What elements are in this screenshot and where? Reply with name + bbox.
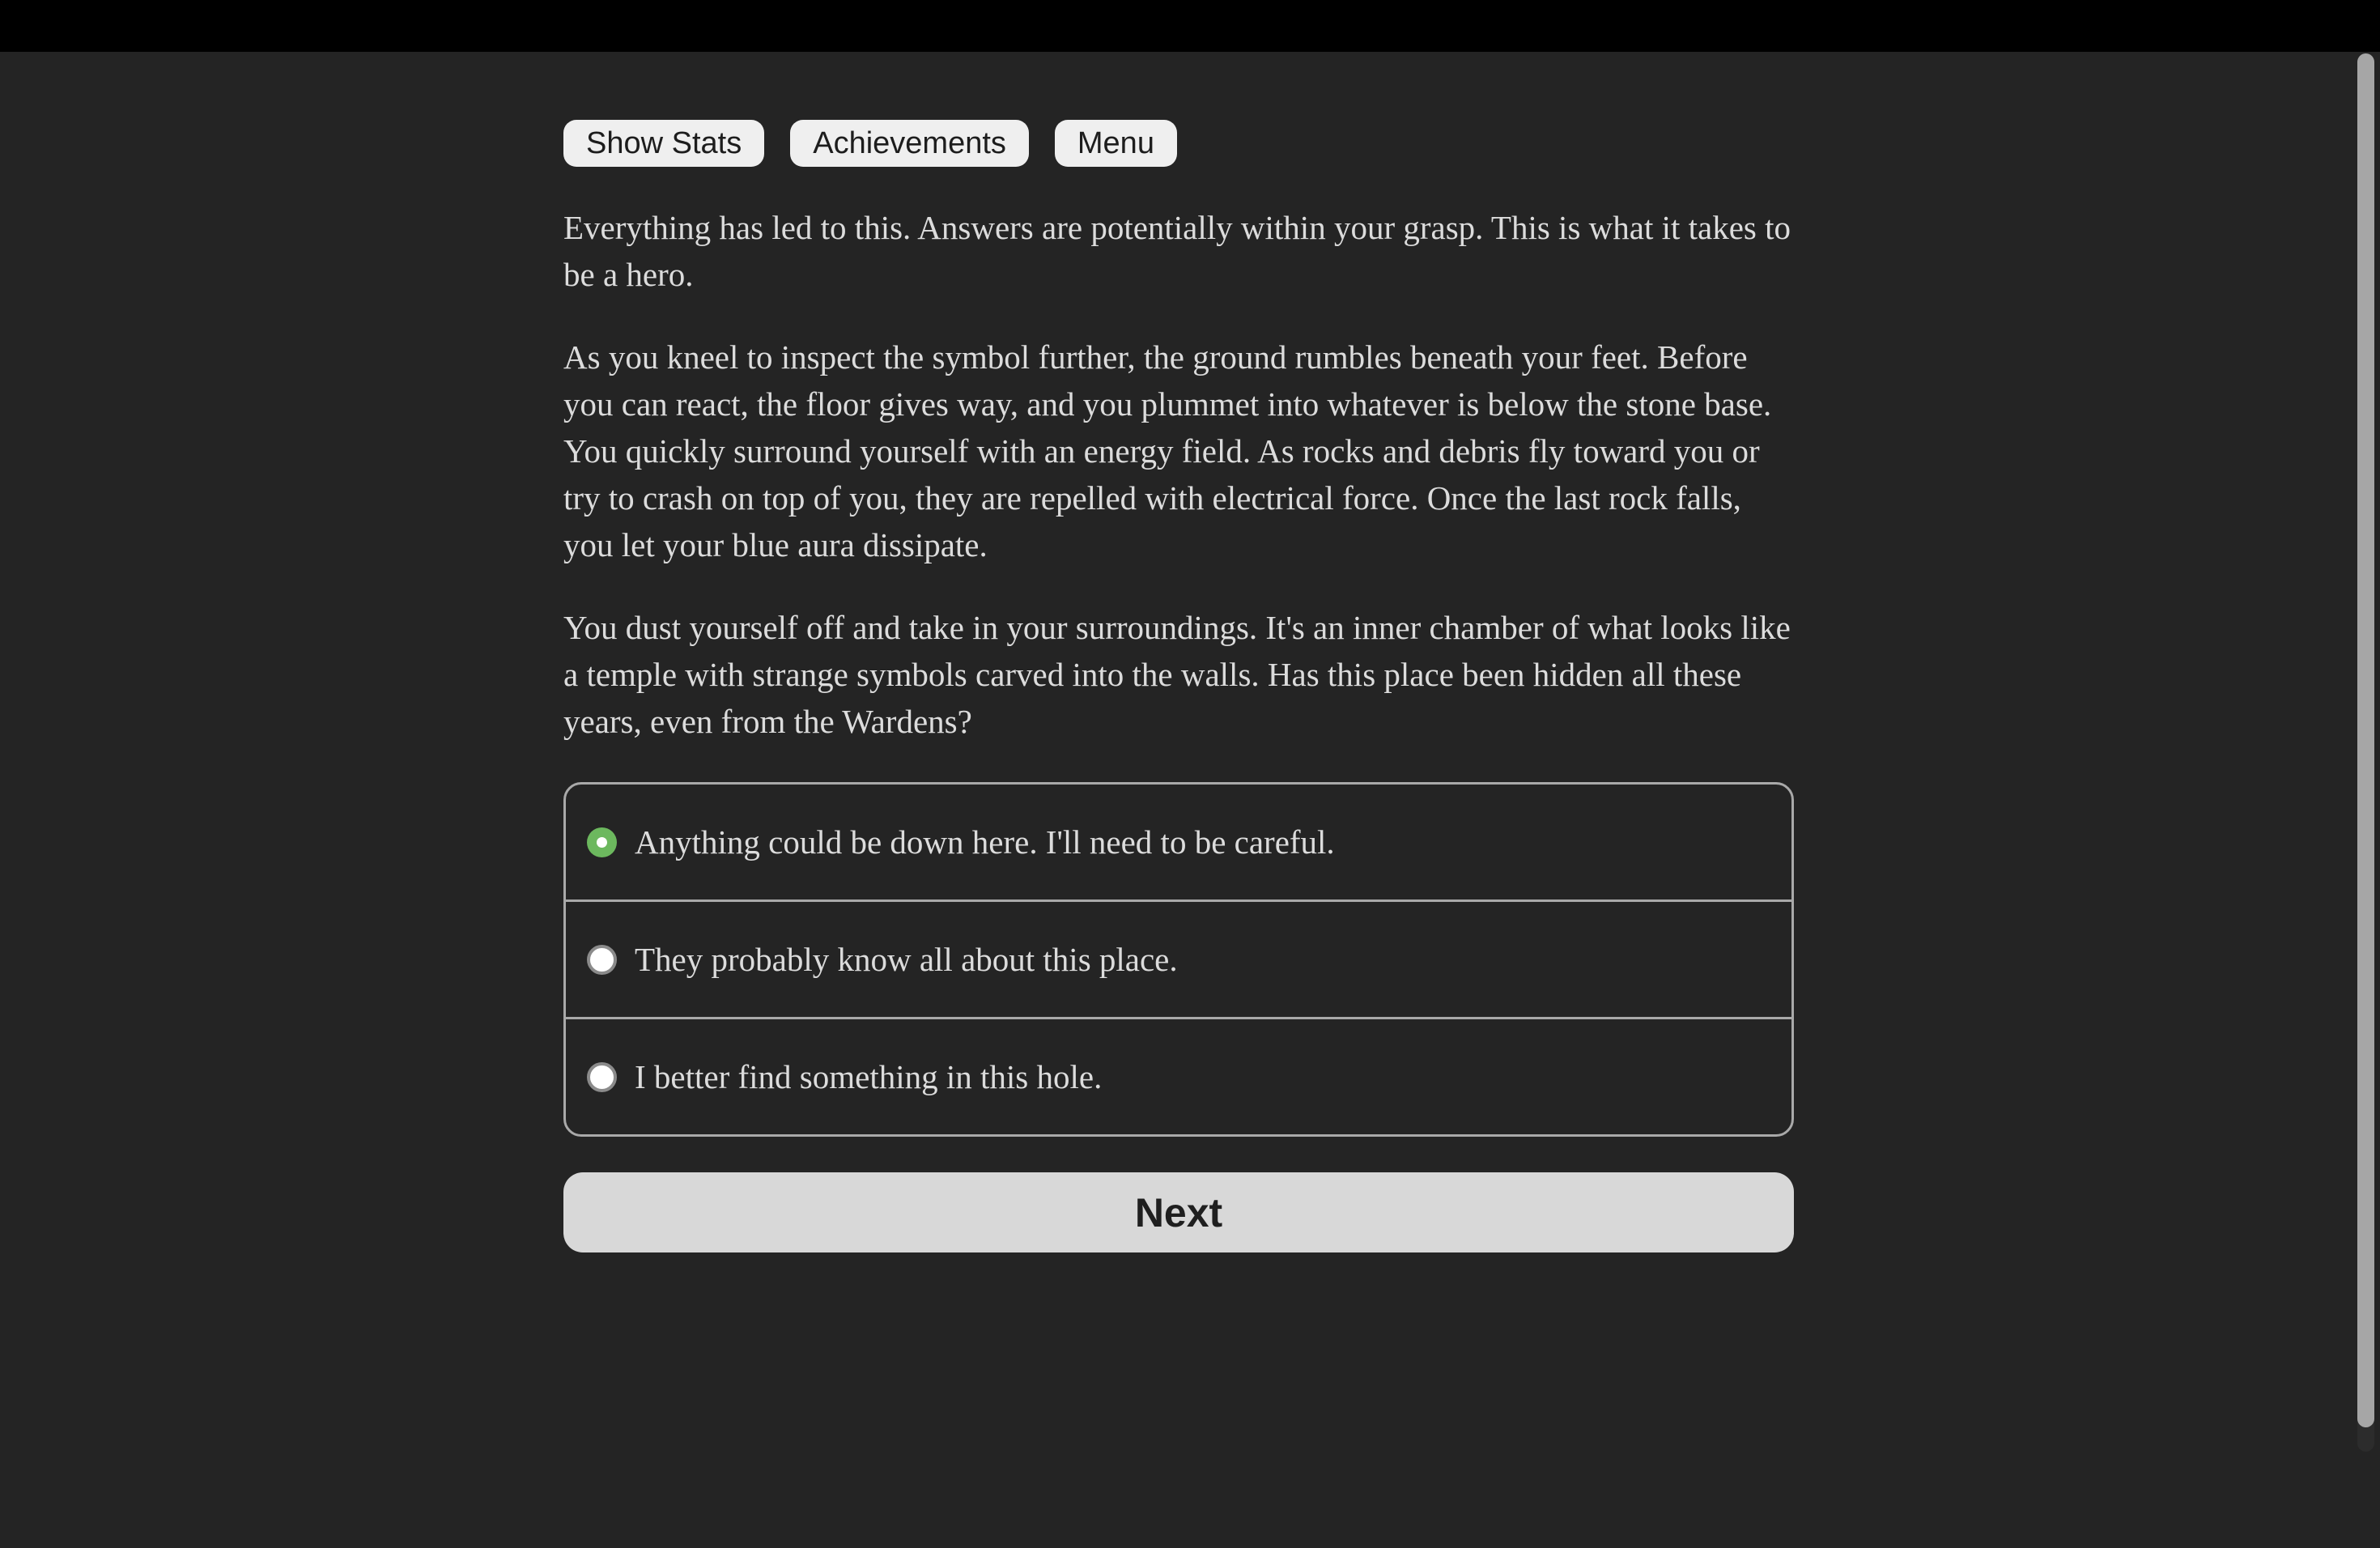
show-stats-button[interactable]: Show Stats — [563, 120, 764, 167]
radio-unselected-icon[interactable] — [587, 1062, 617, 1092]
achievements-button[interactable]: Achievements — [790, 120, 1029, 167]
radio-unselected-icon[interactable] — [587, 945, 617, 975]
choice-option-1[interactable] — [566, 785, 1791, 899]
scrollbar-thumb[interactable] — [2357, 53, 2374, 1427]
toolbar — [563, 120, 1794, 167]
radio-selected-icon[interactable] — [587, 827, 617, 857]
choice-option-label: They probably know all about this place. — [635, 941, 1178, 978]
next-button[interactable]: Next — [563, 1172, 1794, 1252]
content-column — [563, 52, 1794, 1252]
story-paragraph: Everything has led to this. Answers are potentially within your grasp. This is what it takes to be a hero. — [563, 209, 1791, 293]
story-paragraph: As you kneel to inspect the symbol further, the ground rumbles beneath your feet. Before you can react, the floor gives way, and you plummet into whatever is below the stone base. You quickly surround yourself with an energy field. As rocks and debris fly toward you or try to crash on top of you, they are repelled with electrical force. Once the last rock falls, you let your blue aura dissipate. — [563, 338, 1772, 563]
choice-option-label: Anything could be down here. I'll need to be careful. — [635, 823, 1335, 861]
choice-option-2[interactable] — [566, 899, 1791, 1017]
choice-list — [563, 782, 1794, 1137]
story-text — [563, 204, 1794, 745]
choice-option-label: I better find something in this hole. — [635, 1058, 1103, 1095]
top-black-bar — [0, 0, 2380, 52]
choice-option-3[interactable] — [566, 1017, 1791, 1134]
menu-button[interactable]: Menu — [1055, 120, 1177, 167]
story-paragraph: You dust yourself off and take in your surroundings. It's an inner chamber of what looks like a temple with strange symbols carved into the walls. Has this place been hidden all these years, even from the Wardens? — [563, 609, 1791, 740]
